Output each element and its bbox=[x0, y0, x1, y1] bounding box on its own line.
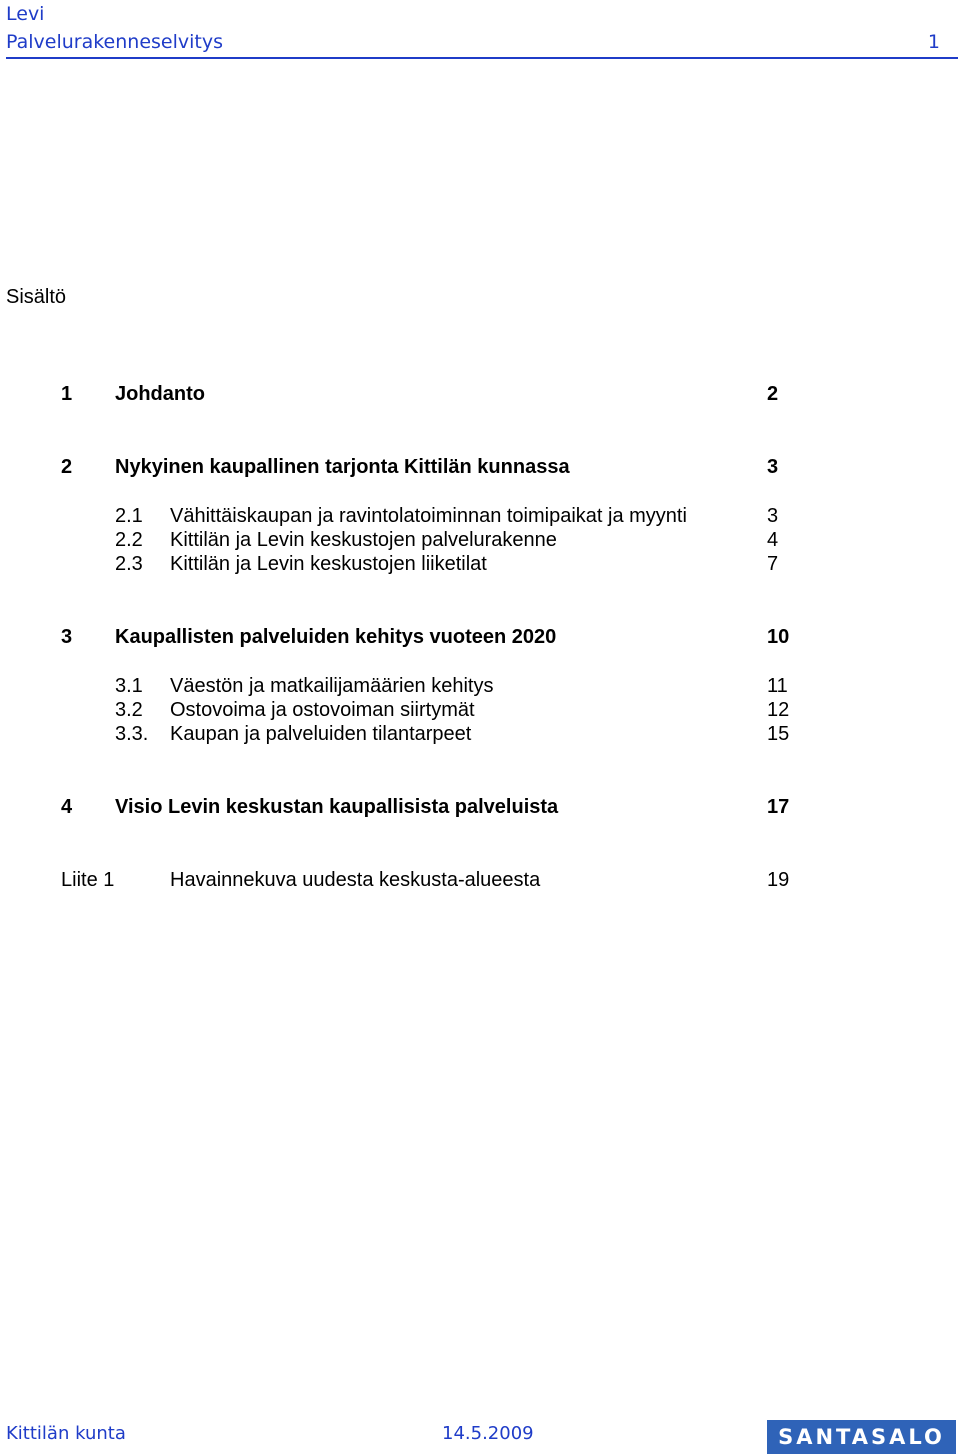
toc-entry-1 bbox=[0, 381, 960, 407]
toc-entry-title: Kittilän ja Levin keskustojen liiketilat bbox=[170, 553, 487, 575]
toc-entry-title: Johdanto bbox=[115, 383, 205, 405]
toc-entry-4 bbox=[0, 794, 960, 820]
document-subtitle: Palvelurakenneselvitys bbox=[6, 31, 224, 53]
toc-entry-number: 3.3. bbox=[115, 723, 149, 745]
toc-entry-page: 15 bbox=[767, 723, 790, 745]
toc-entry-page: 17 bbox=[767, 796, 790, 818]
toc-entry-title: Vähittäiskaupan ja ravintolatoiminnan toimipaikat ja myynti bbox=[170, 505, 687, 527]
toc-entry-title: Väestön ja matkailijamäärien kehitys bbox=[170, 675, 494, 697]
santasalo-logo: SANTASALO bbox=[767, 1420, 956, 1454]
toc-heading: Sisältö bbox=[6, 286, 67, 308]
toc-entry-title: Nykyinen kaupallinen tarjonta Kittilän kunnassa bbox=[115, 456, 570, 478]
toc-entry-page: 3 bbox=[767, 505, 779, 527]
toc-entry-title: Havainnekuva uudesta keskusta-alueesta bbox=[170, 869, 541, 891]
toc-entry-appendix-1 bbox=[0, 867, 960, 893]
toc-entry-number: 2.2 bbox=[115, 529, 143, 551]
toc-entry-page: 2 bbox=[767, 383, 779, 405]
toc-entry-2 bbox=[0, 454, 960, 480]
toc-entry-number: 4 bbox=[61, 796, 73, 818]
toc-entry-number: 3 bbox=[61, 626, 73, 648]
page-number: 1 bbox=[927, 31, 940, 53]
toc-entry-number: 2 bbox=[61, 456, 73, 478]
toc-entry-2-2 bbox=[0, 527, 960, 553]
toc-entry-number: 1 bbox=[61, 383, 73, 405]
toc-entry-3 bbox=[0, 624, 960, 650]
toc-entry-number: 2.3 bbox=[115, 553, 143, 575]
toc-entry-number: 3.2 bbox=[115, 699, 143, 721]
footer-date: 14.5.2009 bbox=[442, 1423, 534, 1444]
toc-entry-title: Kaupallisten palveluiden kehitys vuoteen 2020 bbox=[115, 626, 557, 648]
toc-entry-number: 2.1 bbox=[115, 505, 143, 527]
toc-entry-number: 3.1 bbox=[115, 675, 143, 697]
footer-organization: Kittilän kunta bbox=[6, 1423, 126, 1444]
toc-entry-number: Liite 1 bbox=[61, 869, 115, 891]
toc-entry-title: Kittilän ja Levin keskustojen palvelurakenne bbox=[170, 529, 557, 551]
toc-entry-page: 4 bbox=[767, 529, 779, 551]
toc-entry-3-1 bbox=[0, 673, 960, 699]
toc-entry-title: Visio Levin keskustan kaupallisista palveluista bbox=[115, 796, 559, 818]
toc-entry-2-1 bbox=[0, 503, 960, 529]
document-title: Levi bbox=[6, 3, 45, 25]
toc-entry-page: 7 bbox=[767, 553, 779, 575]
toc-entry-page: 3 bbox=[767, 456, 779, 478]
header-divider bbox=[6, 57, 958, 59]
toc-entry-title: Ostovoima ja ostovoiman siirtymät bbox=[170, 699, 475, 721]
toc-entry-2-3 bbox=[0, 551, 960, 577]
toc-entry-page: 12 bbox=[767, 699, 790, 721]
toc-entry-page: 19 bbox=[767, 869, 790, 891]
toc-entry-title: Kaupan ja palveluiden tilantarpeet bbox=[170, 723, 472, 745]
toc-entry-3-3 bbox=[0, 721, 960, 747]
toc-entry-page: 10 bbox=[767, 626, 790, 648]
toc-entry-page: 11 bbox=[767, 675, 788, 697]
toc-entry-3-2 bbox=[0, 697, 960, 723]
